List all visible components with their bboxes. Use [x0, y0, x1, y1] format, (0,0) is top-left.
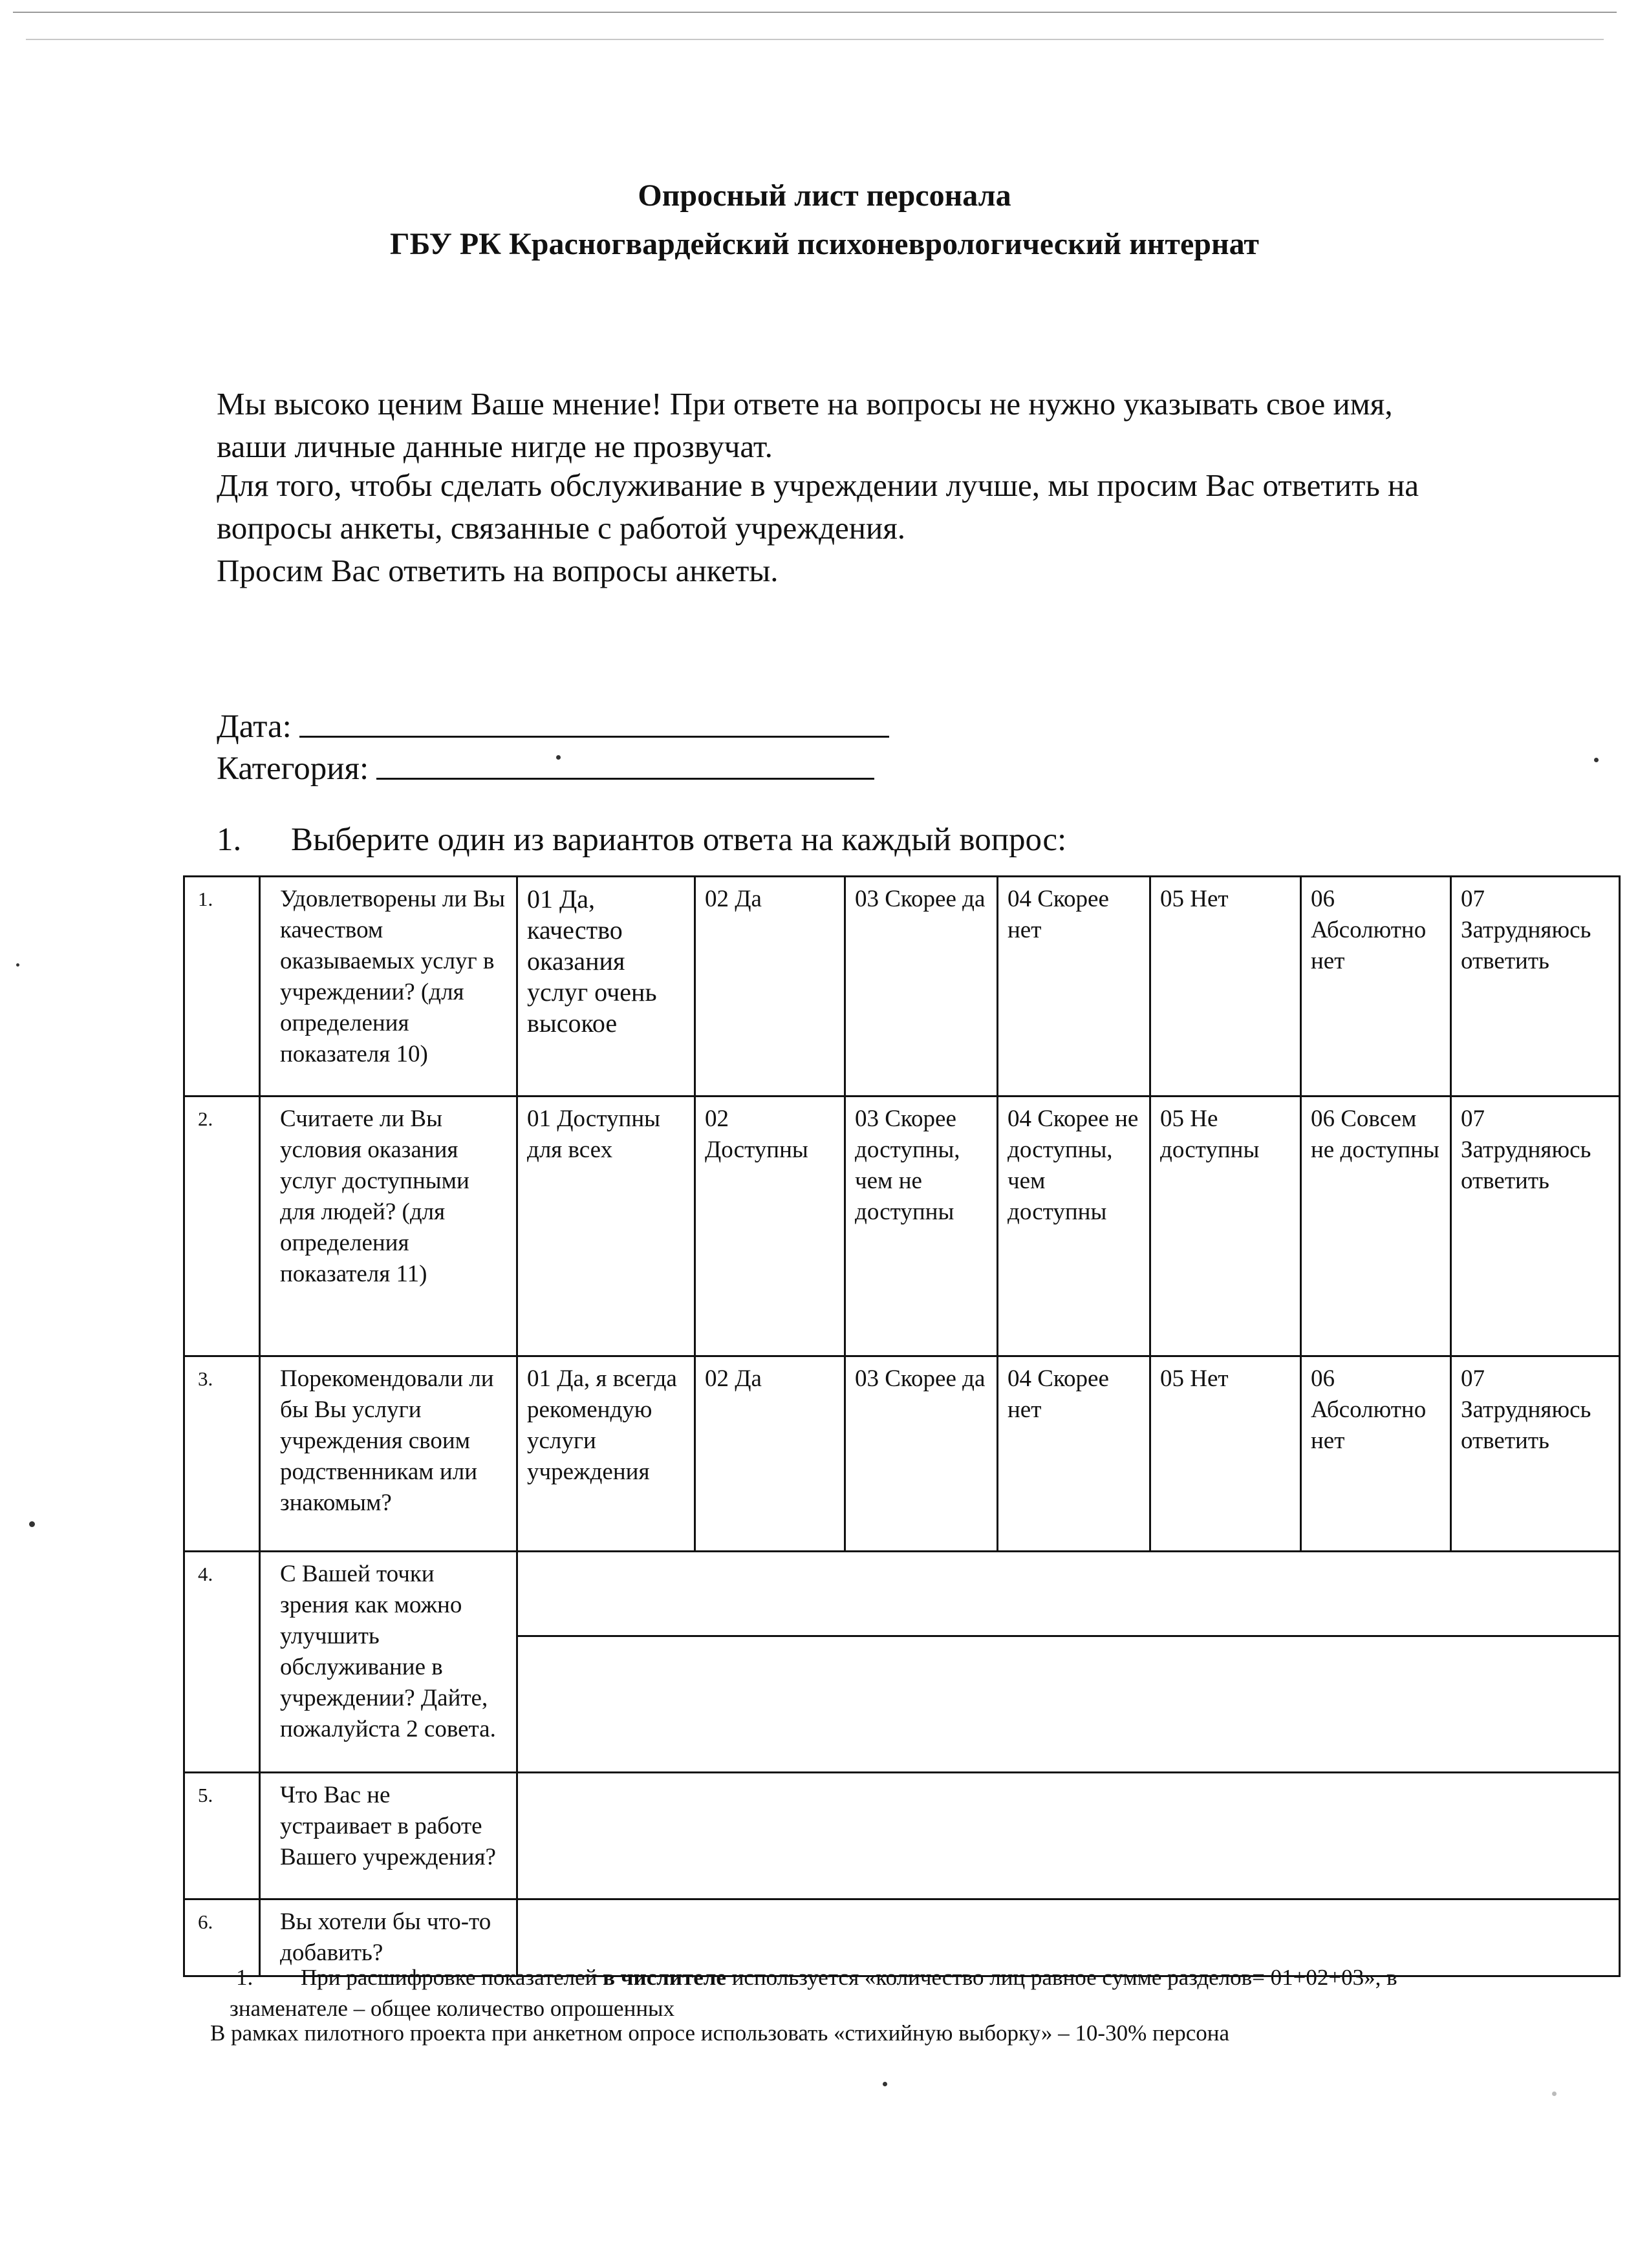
question-row	[184, 1356, 1620, 1552]
answer-option[interactable]: 03 Скорее да	[845, 877, 998, 1097]
survey-table	[183, 875, 1621, 1977]
answer-option[interactable]: 02 Да	[695, 877, 845, 1097]
answer-option[interactable]: 05 Не доступны	[1150, 1097, 1301, 1356]
date-label: Дата:	[217, 709, 292, 745]
section-number: 1.	[217, 822, 242, 858]
scan-speck	[16, 963, 19, 967]
question-number: 1.	[184, 877, 260, 1097]
answer-option[interactable]: 03 Скорее доступны, чем не доступны	[845, 1097, 998, 1356]
answer-option[interactable]: 04 Скорее нет	[998, 1356, 1150, 1552]
question-row	[184, 1773, 1620, 1899]
question-number: 6.	[184, 1899, 260, 1976]
section-heading	[217, 821, 1066, 859]
intro-line: вопросы анкеты, связанные с работой учреждения.	[217, 510, 905, 546]
answer-option[interactable]: 06 Совсем не доступны	[1301, 1097, 1451, 1356]
answer-option[interactable]: 01 Да, я всегда рекомендую услуги учреждения	[517, 1356, 695, 1552]
question-text: Считаете ли Вы условия оказания услуг доступными для людей? (для определения показателя 11)	[260, 1097, 517, 1356]
free-answer-area[interactable]	[517, 1773, 1620, 1899]
answer-option[interactable]: 02 Да	[695, 1356, 845, 1552]
footnote-line-1	[230, 1962, 1397, 1993]
scan-speck	[1594, 758, 1599, 762]
footnote-text: При расшифровке показателей	[301, 1965, 603, 1990]
scan-edge-line	[13, 12, 1617, 13]
document-title: Опросный лист персонала	[638, 178, 1011, 213]
answer-option[interactable]: 01 Да, качество оказания услуг очень высокое	[517, 877, 695, 1097]
footnote	[230, 1962, 1397, 2024]
answer-option[interactable]: 07 Затрудняюсь ответить	[1451, 877, 1620, 1097]
answer-option[interactable]: 06 Абсолютно нет	[1301, 877, 1451, 1097]
category-field[interactable]	[217, 750, 874, 787]
footnote-emphasis: в числителе	[603, 1965, 726, 1990]
question-text: Вы хотели бы что-то добавить?	[260, 1899, 517, 1976]
question-row	[184, 1552, 1620, 1773]
section-heading-text: Выберите один из вариантов ответа на каждый вопрос:	[291, 822, 1067, 858]
scan-edge-line	[26, 39, 1604, 40]
answer-option[interactable]: 03 Скорее да	[845, 1356, 998, 1552]
intro-line: Просим Вас ответить на вопросы анкеты.	[217, 553, 779, 588]
question-text: Что Вас не устраивает в работе Вашего учреждения?	[260, 1773, 517, 1899]
question-text: Порекомендовали ли бы Вы услуги учреждения своим родственникам или знакомым?	[260, 1356, 517, 1552]
footnote-line-2: знаменателе – общее количество опрошенных	[230, 1996, 675, 2021]
question-text: С Вашей точки зрения как можно улучшить обслуживание в учреждении? Дайте, пожалуйста 2 совета.	[260, 1552, 517, 1773]
question-row	[184, 1097, 1620, 1356]
category-label: Категория:	[217, 751, 369, 787]
question-text: Удовлетворены ли Вы качеством оказываемых услуг в учреждении? (для определения показателя 10)	[260, 877, 517, 1097]
footnote-text: используется «количество лиц равное сумме разделов= 01+02+03», в	[726, 1965, 1397, 1990]
answer-option[interactable]: 05 Нет	[1150, 877, 1301, 1097]
intro-line: Для того, чтобы сделать обслуживание в учреждении лучше, мы просим Вас ответить на	[217, 467, 1419, 503]
date-field[interactable]	[217, 708, 889, 745]
free-answer-area[interactable]	[517, 1552, 1620, 1773]
pilot-note: В рамках пилотного проекта при анкетном опросе использовать «стихийную выборку» – 10-30% персона	[210, 2020, 1230, 2046]
answer-option[interactable]: 02 Доступны	[695, 1097, 845, 1356]
question-number: 4.	[184, 1552, 260, 1773]
answer-option[interactable]: 04 Скорее не доступны, чем доступны	[998, 1097, 1150, 1356]
intro-line: Мы высоко ценим Ваше мнение! При ответе на вопросы не нужно указывать свое имя,	[217, 386, 1393, 422]
answer-option[interactable]: 01 Доступны для всех	[517, 1097, 695, 1356]
scan-speck	[883, 2082, 887, 2086]
scan-speck	[1552, 2091, 1557, 2096]
answer-option[interactable]: 07 Затрудняюсь ответить	[1451, 1097, 1620, 1356]
question-number: 3.	[184, 1356, 260, 1552]
question-row	[184, 877, 1620, 1097]
institution-name: ГБУ РК Красногвардейский психоневрологический интернат	[390, 227, 1259, 261]
scan-speck	[556, 755, 561, 760]
scan-speck	[29, 1521, 35, 1527]
footnote-number: 1.	[236, 1965, 253, 1990]
answer-option[interactable]: 06 Абсолютно нет	[1301, 1356, 1451, 1552]
answer-option[interactable]: 04 Скорее нет	[998, 877, 1150, 1097]
question-number: 5.	[184, 1773, 260, 1899]
date-input-line[interactable]	[299, 736, 889, 738]
category-input-line[interactable]	[376, 778, 874, 780]
answer-line[interactable]	[518, 1552, 1619, 1637]
question-number: 2.	[184, 1097, 260, 1356]
answer-option[interactable]: 05 Нет	[1150, 1356, 1301, 1552]
answer-option[interactable]: 07 Затрудняюсь ответить	[1451, 1356, 1620, 1552]
intro-line: ваши личные данные нигде не прозвучат.	[217, 429, 773, 464]
